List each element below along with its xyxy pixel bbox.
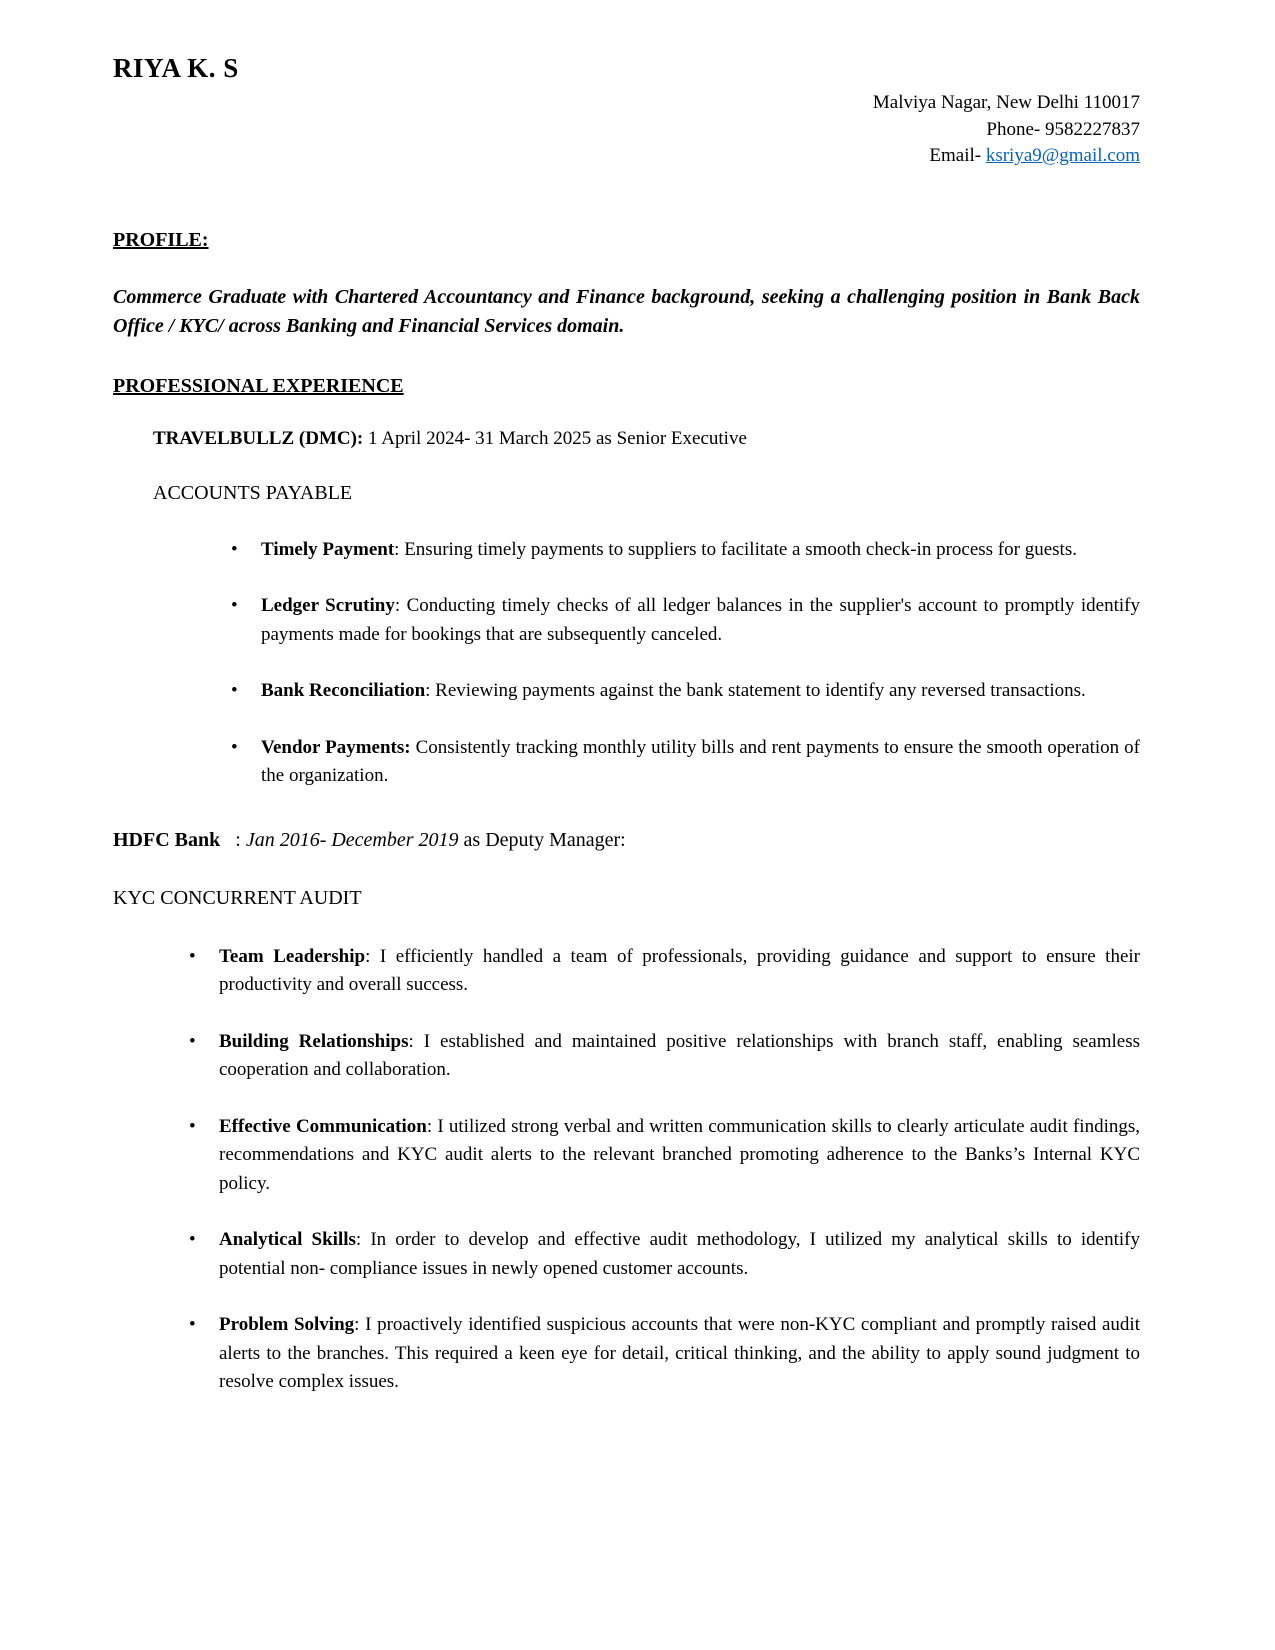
contact-block	[113, 90, 1140, 169]
bullet-text: : I efficiently handled a team of professionals, providing guidance and support to ensure their productivity and overall success.	[219, 945, 1140, 996]
bullet-label: Effective Communication	[219, 1115, 427, 1137]
job-role: as Deputy Manager:	[458, 828, 626, 851]
bullet-list-hdfc	[183, 943, 1140, 1397]
bullet-text: : Conducting timely checks of all ledger balances in the supplier's account to promptly identify payments made for bookings that are subsequently canceled.	[261, 595, 1140, 645]
bullet-item	[225, 734, 1140, 791]
bullet-text: Consistently tracking monthly utility bills and rent payments to ensure the smooth operation of the organization.	[261, 736, 1140, 787]
contact-email-label: Email-	[929, 144, 986, 166]
bullet-item	[225, 592, 1140, 649]
job-company: TRAVELBULLZ (DMC):	[153, 428, 364, 450]
bullet-item	[183, 1113, 1140, 1199]
bullet-item	[183, 1226, 1140, 1283]
job-subheading-kyc-audit: KYC CONCURRENT AUDIT	[113, 886, 362, 909]
profile-heading: PROFILE:	[113, 229, 209, 252]
experience-heading: PROFESSIONAL EXPERIENCE	[113, 375, 404, 398]
job-dates: Jan 2016- December 2019	[245, 828, 459, 851]
bullet-label: Timely Payment	[261, 538, 395, 560]
bullet-label: Problem Solving	[219, 1314, 355, 1336]
job-tenure: 1 April 2024- 31 March 2025 as Senior Executive	[363, 428, 747, 450]
job-subheading-accounts-payable: ACCOUNTS PAYABLE	[153, 481, 353, 504]
bullet-text: : Reviewing payments against the bank statement to identify any reversed transactions.	[425, 680, 1086, 702]
bullet-list-travelbullz	[225, 536, 1140, 791]
bullet-item	[183, 1028, 1140, 1085]
contact-address: Malviya Nagar, New Delhi 110017	[872, 92, 1140, 114]
profile-summary: Commerce Graduate with Chartered Accountancy and Finance background, seeking a challenging position in Bank Back Office / KYC/ across Banking and Financial Services domain.	[113, 286, 1140, 338]
bullet-label: Analytical Skills	[219, 1229, 356, 1251]
bullet-label: Ledger Scrutiny	[261, 595, 395, 617]
contact-phone: Phone- 9582227837	[986, 118, 1140, 140]
job-company: HDFC Bank	[113, 828, 221, 851]
job-header-travelbullz	[153, 425, 1140, 454]
bullet-item	[183, 943, 1140, 1000]
bullet-text: : I utilized strong verbal and written communication skills to clearly articulate audit findings, recommendations and KYC audit alerts to the relevant branched promoting adherence to the Banks’s Internal KYC policy.	[219, 1115, 1140, 1194]
bullet-label: Vendor Payments:	[261, 736, 411, 758]
bullet-item	[183, 1311, 1140, 1397]
bullet-item	[225, 536, 1140, 565]
bullet-label: Bank Reconciliation	[261, 680, 426, 702]
bullet-item	[225, 677, 1140, 706]
candidate-name: RIYA K. S	[113, 53, 239, 83]
job-separator: :	[220, 828, 246, 851]
job-header-hdfc	[113, 825, 1140, 855]
bullet-text: : In order to develop and effective audit methodology, I utilized my analytical skills to identify potential non- compliance issues in newly opened customer accounts.	[219, 1229, 1140, 1279]
email-link[interactable]: ksriya9@gmail.com	[985, 144, 1140, 166]
bullet-text: : I proactively identified suspicious accounts that were non-KYC compliant and promptly raised audit alerts to the branches. This required a keen eye for detail, critical thinking, and the ability to apply sound judgment to resolve complex issues.	[219, 1314, 1140, 1393]
bullet-label: Building Relationships	[219, 1030, 409, 1052]
bullet-label: Team Leadership	[219, 945, 366, 967]
contact-email-line	[113, 143, 1140, 169]
bullet-text: : I established and maintained positive relationships with branch staff, enabling seamless cooperation and collaboration.	[219, 1030, 1140, 1081]
bullet-text: : Ensuring timely payments to suppliers to facilitate a smooth check-in process for guests.	[394, 538, 1077, 560]
